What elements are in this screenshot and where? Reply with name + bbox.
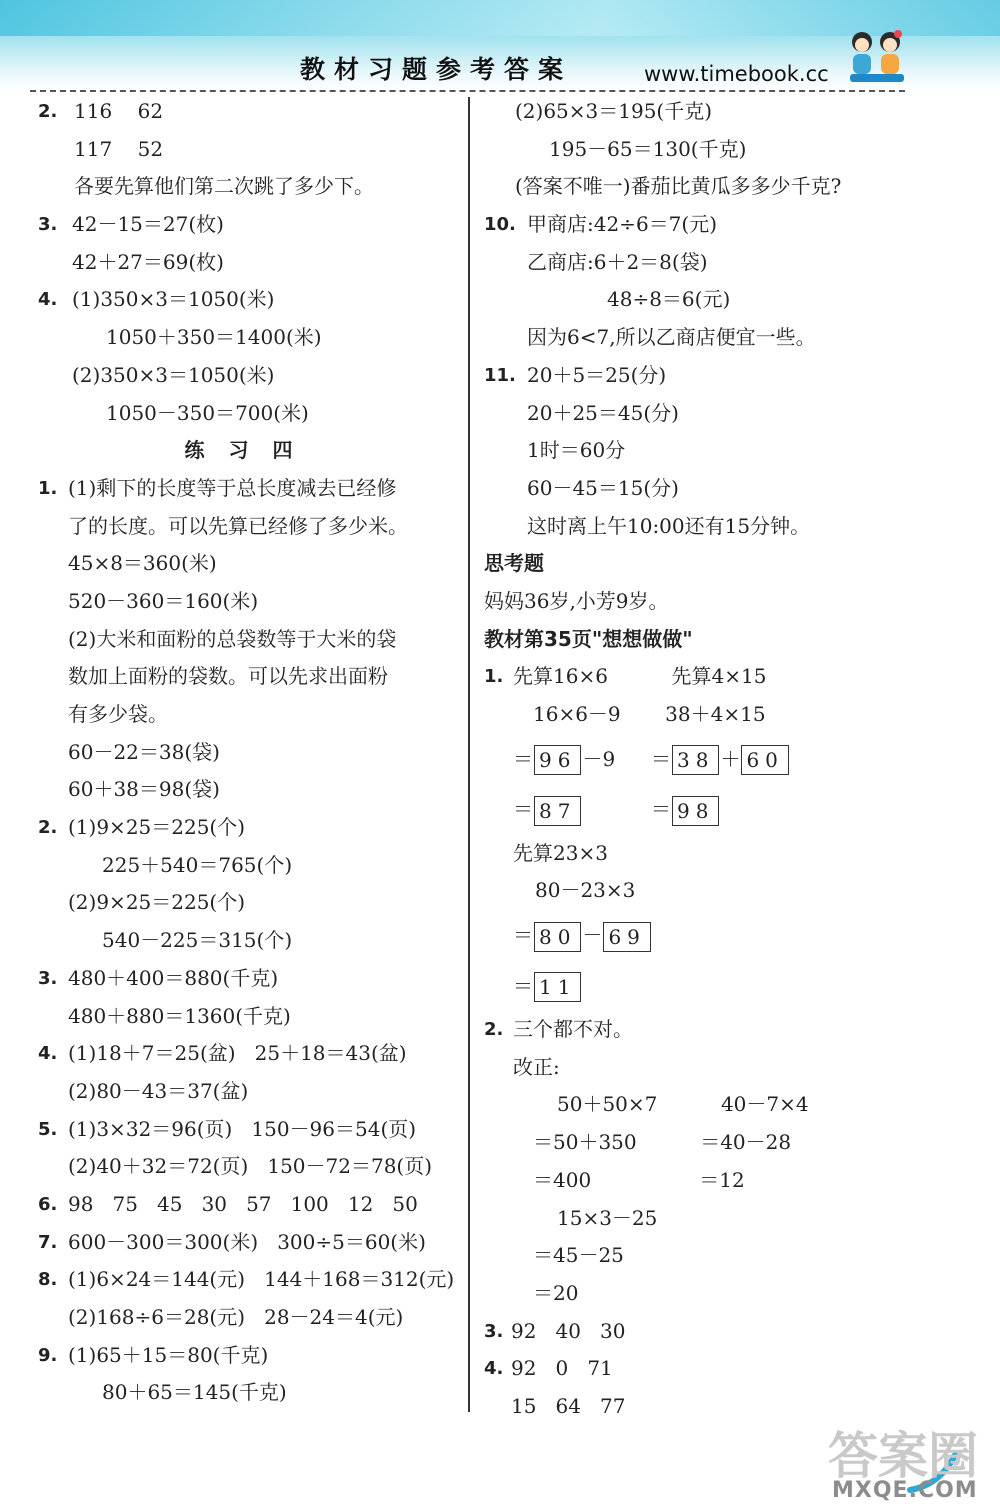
question-number: 4. — [38, 1043, 58, 1065]
question-number: 11. — [484, 364, 516, 386]
answer-box: 80 — [534, 922, 581, 952]
answer-text: (2)9×25＝225(个) — [68, 890, 246, 915]
equals-sign: ＝ — [513, 797, 533, 822]
answer-line — [481, 621, 911, 659]
answer-text: 60＋38＝98(袋) — [68, 777, 220, 802]
answer-line — [38, 583, 463, 621]
question-number: 3. — [38, 967, 58, 989]
cartoon-kids-icon — [842, 28, 912, 90]
answer-text: 520－360＝160(米) — [68, 588, 259, 613]
text-line — [481, 835, 911, 873]
question-number: 7. — [38, 1231, 58, 1253]
answer-text: 92 40 30 — [511, 1318, 626, 1343]
answer-line — [38, 1148, 463, 1186]
answer-line — [481, 1275, 911, 1313]
answer-text: 60－45＝15(分) — [527, 475, 679, 500]
boxed-calculation — [481, 734, 911, 1011]
operator: － — [582, 923, 603, 948]
answer-line — [481, 1350, 911, 1388]
answer-line — [481, 281, 911, 319]
answer-line — [481, 206, 911, 244]
answer-text: 116 62 — [74, 99, 164, 123]
answer-line — [38, 1224, 463, 1262]
answer-line — [481, 244, 911, 282]
answer-line — [38, 93, 463, 131]
question-number: 2. — [38, 817, 58, 839]
answer-line — [38, 131, 463, 169]
answer-line — [38, 658, 463, 696]
answer-text: ＝400 ＝12 — [533, 1167, 745, 1192]
answer-text: (1)65＋15＝80(千克) — [68, 1342, 269, 1367]
answer-line — [481, 1162, 911, 1200]
answer-text: 这时离上午10:00还有15分钟。 — [527, 513, 811, 538]
answer-line — [38, 1299, 463, 1337]
header-divider — [30, 90, 905, 92]
answer-line — [481, 583, 911, 621]
question-number: 8. — [38, 1269, 58, 1291]
answer-text: (1)6×24＝144(元) 144＋168＝312(元) — [68, 1267, 455, 1292]
answer-line — [481, 357, 911, 395]
answer-line — [481, 1200, 911, 1238]
answer-box: 38 — [672, 745, 719, 775]
answer-box: 69 — [603, 922, 650, 952]
answer-line — [38, 1261, 463, 1299]
equals-sign: ＝ — [651, 797, 671, 822]
answer-line — [38, 1035, 463, 1073]
answer-text: (2)65×3＝195(千克) — [515, 99, 713, 123]
answer-line — [481, 432, 911, 470]
answer-box: 60 — [741, 745, 788, 775]
answer-text: 42－15＝27(枚) — [72, 212, 224, 237]
answer-text: 45×8＝360(米) — [68, 551, 217, 576]
equals-sign: ＝ — [651, 746, 671, 771]
boxed-row — [481, 734, 911, 785]
page-title: 教材习题参考答案 — [300, 55, 573, 84]
answer-box: 98 — [672, 796, 719, 826]
answer-text: (2)80－43＝37(盆) — [68, 1078, 249, 1103]
line-text: 先算23×3 — [513, 840, 608, 865]
question-number: 9. — [38, 1344, 58, 1366]
equals-sign: ＝ — [513, 923, 533, 948]
watermark-url: MXQE.COM — [832, 1478, 978, 1503]
question-number: 2. — [484, 1019, 504, 1041]
answer-line — [38, 1374, 463, 1412]
answer-text: (2)350×3＝1050(米) — [72, 362, 275, 387]
subsection-heading: 教材第35页"想想做做" — [484, 626, 693, 651]
expression-part: －9 — [582, 746, 616, 771]
answer-text: 各要先算他们第二次跳了多少下。 — [74, 174, 374, 199]
answer-text: (2)40＋32＝72(页) 150－72＝78(页) — [68, 1154, 433, 1179]
boxed-row — [481, 961, 911, 1012]
answer-line — [38, 168, 463, 206]
answer-line — [481, 395, 911, 433]
answer-line — [38, 395, 463, 433]
answer-text: 1050－350＝700(米) — [106, 400, 309, 425]
answer-text: 有多少袋。 — [68, 702, 168, 726]
answer-text: 60－22＝38(袋) — [68, 739, 220, 764]
answer-line — [481, 1313, 911, 1351]
question-number: 6. — [38, 1193, 58, 1215]
answer-text: 50＋50×7 40－7×4 — [557, 1092, 809, 1117]
answer-line — [38, 281, 463, 319]
answer-text: 乙商店:6＋2＝8(袋) — [527, 249, 708, 274]
answer-line — [481, 1049, 911, 1087]
answer-text: 48÷8＝6(元) — [607, 287, 731, 312]
question-number: 4. — [38, 289, 58, 311]
answer-line — [38, 847, 463, 885]
answer-text: ＝20 — [533, 1280, 579, 1305]
answer-text: 15×3－25 — [557, 1205, 658, 1230]
answer-text: 了的长度。可以先算已经修了多少米。 — [68, 513, 408, 538]
question-number: 1. — [484, 666, 504, 688]
answer-box: 96 — [534, 745, 581, 775]
answer-line — [38, 922, 463, 960]
answer-text: (1)9×25＝225(个) — [68, 815, 246, 840]
site-url[interactable]: www.timebook.cc — [644, 62, 829, 86]
answer-text: 92 0 71 — [511, 1356, 613, 1381]
subsection-heading: 思考题 — [484, 551, 544, 576]
answer-box: 11 — [534, 972, 581, 1002]
answer-text: 数加上面粉的袋数。可以先求出面粉 — [68, 664, 388, 689]
answer-text: 15 64 77 — [511, 1393, 626, 1418]
question-number: 10. — [484, 214, 516, 236]
answer-line — [38, 809, 463, 847]
right-column-bottom — [481, 1011, 911, 1426]
answer-text: 98 75 45 30 57 100 12 50 — [68, 1191, 418, 1216]
answer-line — [481, 545, 911, 583]
watermark-logo: 答案圈 — [828, 1427, 978, 1485]
answer-line — [38, 734, 463, 772]
line-text: 80－23×3 — [535, 878, 636, 903]
answer-box: 87 — [534, 796, 581, 826]
answer-text: 妈妈36岁,小芳9岁。 — [484, 588, 669, 613]
answer-line — [481, 658, 911, 696]
answer-line — [481, 1237, 911, 1275]
answer-text: 42＋27＝69(枚) — [72, 249, 224, 274]
answer-text: (2)168÷6＝28(元) 28－24＝4(元) — [68, 1305, 404, 1329]
answer-line — [38, 470, 463, 508]
answer-line — [38, 998, 463, 1036]
answer-line — [481, 1124, 911, 1162]
equals-sign: ＝ — [513, 973, 533, 998]
boxed-row — [481, 910, 911, 961]
question-number: 2. — [38, 101, 58, 122]
answer-text: 600－300＝300(米) 300÷5＝60(米) — [68, 1229, 426, 1254]
answer-text: (1)剩下的长度等于总长度减去已经修 — [68, 475, 397, 500]
equals-sign: ＝ — [513, 746, 533, 771]
answer-text: 三个都不对。 — [513, 1017, 633, 1042]
answer-text: ＝50＋350 ＝40－28 — [533, 1130, 792, 1155]
answer-line — [481, 1086, 911, 1124]
answer-line — [38, 244, 463, 282]
right-column — [481, 93, 911, 1426]
left-column — [38, 93, 463, 1412]
answer-line — [38, 1111, 463, 1149]
answer-text: 540－225＝315(个) — [102, 928, 293, 953]
answer-line — [38, 206, 463, 244]
answer-line — [481, 508, 911, 546]
answer-text: (1)3×32＝96(页) 150－96＝54(页) — [68, 1116, 417, 1141]
answer-line — [38, 884, 463, 922]
answer-line — [38, 545, 463, 583]
answer-line — [38, 771, 463, 809]
answer-text: 1050＋350＝1400(米) — [106, 325, 322, 350]
answer-line — [38, 508, 463, 546]
question-number: 5. — [38, 1118, 58, 1140]
answer-text: 因为6<7,所以乙商店便宜一些。 — [527, 325, 816, 350]
answer-text: (2)大米和面粉的总袋数等于大米的袋 — [68, 626, 397, 651]
answer-text: 先算16×6 先算4×15 — [513, 664, 767, 689]
answer-line — [38, 1073, 463, 1111]
answer-line — [481, 131, 911, 169]
right-column-top — [481, 93, 911, 734]
answer-line — [481, 1011, 911, 1049]
answer-text: 480＋880＝1360(千克) — [68, 1003, 291, 1028]
answer-line — [38, 357, 463, 395]
column-divider — [468, 97, 470, 1412]
question-number: 3. — [38, 214, 58, 236]
answer-line — [38, 1186, 463, 1224]
answer-text: 改正: — [513, 1054, 560, 1079]
answer-text: 1时＝60分 — [527, 438, 626, 463]
operator: ＋ — [720, 746, 741, 771]
answer-line — [481, 93, 911, 131]
answer-line — [481, 168, 911, 206]
answer-line — [38, 696, 463, 734]
answer-line — [481, 696, 911, 734]
question-number: 3. — [484, 1320, 504, 1342]
answer-text: 480＋400＝880(千克) — [68, 965, 279, 990]
boxed-row — [481, 784, 911, 835]
answer-text: 117 52 — [74, 136, 164, 161]
answer-text: 80＋65＝145(千克) — [102, 1380, 287, 1405]
answer-text: 195－65＝130(千克) — [549, 136, 747, 161]
answer-text: 20＋25＝45(分) — [527, 400, 679, 425]
answer-text: 225＋540＝765(个) — [102, 852, 293, 877]
answer-line — [481, 319, 911, 357]
answer-text: (1)350×3＝1050(米) — [72, 287, 275, 312]
question-number: 4. — [484, 1358, 504, 1380]
question-number: 1. — [38, 477, 58, 499]
answer-text: (答案不唯一)番茄比黄瓜多多少千克? — [515, 174, 842, 199]
answer-text: (1)18＋7＝25(盆) 25＋18＝43(盆) — [68, 1041, 407, 1066]
answer-text: 20＋5＝25(分) — [527, 362, 667, 387]
section-heading: 练习四 — [184, 438, 317, 463]
answer-text: 16×6－9 38＋4×15 — [533, 702, 766, 726]
answer-text: 甲商店:42÷6＝7(元) — [527, 212, 717, 237]
answer-line — [38, 1337, 463, 1375]
answer-line — [481, 470, 911, 508]
answer-line — [38, 319, 463, 357]
answer-text: ＝45－25 — [533, 1243, 624, 1268]
answer-line — [38, 960, 463, 998]
answer-line — [38, 621, 463, 659]
text-line — [481, 872, 911, 910]
